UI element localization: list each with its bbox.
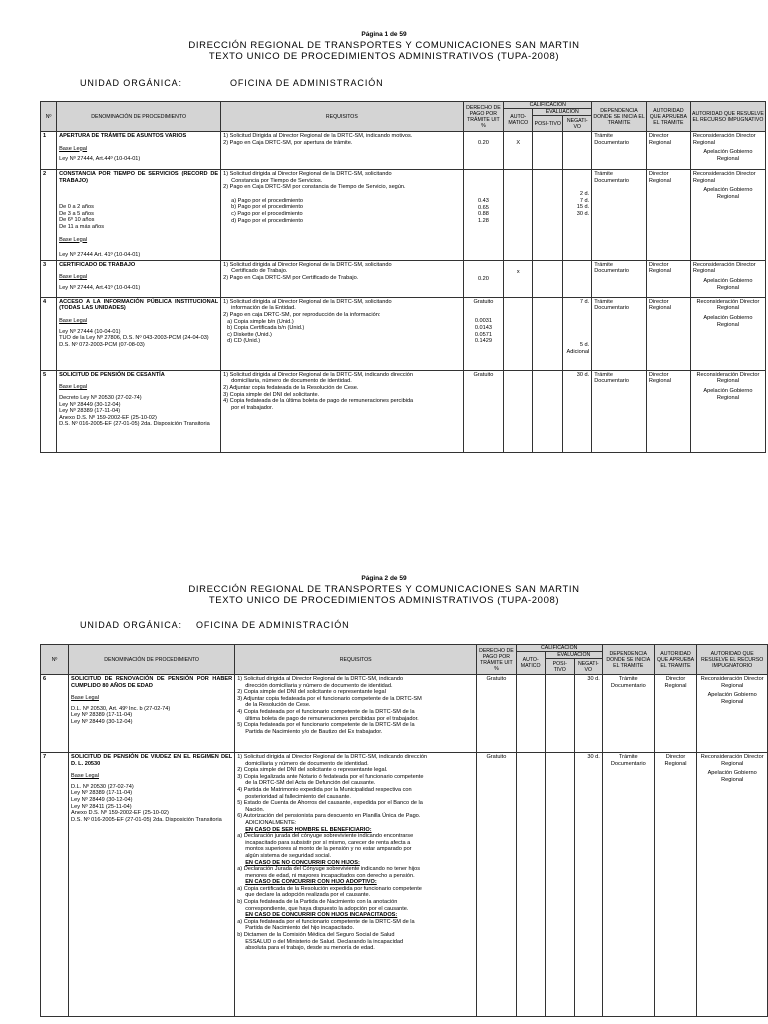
authority-cell: Director Regional <box>646 170 690 261</box>
unit-label: UNIDAD ORGÁNICA: <box>80 78 182 88</box>
col-negativo-header: NEGATI-VO <box>563 116 592 132</box>
authority-cell: Director Regional <box>646 260 690 297</box>
requirement: a) Pago por el procedimiento <box>231 197 303 204</box>
subsection-text: absoluta para el trabajo, desde su menoría de edad. <box>245 945 375 952</box>
col-positivo-header: POSI-TIVO <box>545 659 574 675</box>
col-derecho-header: DERECHO DE PAGO POR TRÁMITE UIT % <box>477 645 516 675</box>
subsection-text: montos superiores al monto de la pensión y no estar amparado por <box>245 846 412 853</box>
procedure-title: APERTURA DE TRÁMITE DE ASUNTOS VARIOS <box>59 133 187 139</box>
col-denominacion-header: DENOMINACIÓN DE PROCEDIMIENTO <box>57 102 221 132</box>
page-number: Página 1 de 59 <box>361 31 407 38</box>
negative-cell <box>563 260 592 297</box>
row-number: 1 <box>41 132 57 170</box>
requirement: ADICIONALMENTE: <box>245 819 297 826</box>
fee-cell <box>463 132 504 170</box>
procedure-cell <box>69 753 235 1017</box>
requirement: b) Copia Certificada b/n (Unid.) <box>227 325 305 332</box>
fee-cell <box>463 170 504 261</box>
requirement: 1) Solicitud Dirigida al Director Regional de la DRTC-SM, indicando motivos. <box>223 133 413 139</box>
fee-value: 0.0571 <box>474 331 492 338</box>
base-legal-label: Base Legal <box>59 236 88 243</box>
document-title: DIRECCIÓN REGIONAL DE TRANSPORTES Y COMUNICACIONES SAN MARTIN <box>188 584 580 595</box>
requirement: a) Copia simple b/n (Unid.) <box>227 318 294 325</box>
base-legal-label: Base Legal <box>59 317 88 324</box>
requirement: 4) Copia fedateada por el funcionario competente de la DRTC-SM de la <box>237 708 415 715</box>
appeal-cell <box>697 753 768 1017</box>
requirements-cell <box>235 675 477 753</box>
fee-cell <box>463 260 504 297</box>
subsection-text: b) Copia fedateada de la Partida de Nacimiento con la anotación <box>237 899 398 906</box>
requirement: 3) Copia legalizada ante Notario ó fedateada por el funcionario competente <box>237 773 424 780</box>
row-number: 2 <box>41 170 57 261</box>
col-automatico-header: AUTO-MATICO <box>504 109 533 132</box>
appeal-apelacion: Apelación Gobierno Regional <box>707 770 757 783</box>
fee-cell: Gratuito <box>463 370 504 452</box>
requirement: c) Diskette (Unid.) <box>227 331 272 338</box>
legal-ref: Ley Nº 28389 (17-11-04) <box>59 408 121 415</box>
requirement: 1) Solicitud dirigida al Director Regional de la DRTC-SM, indicando dirección <box>237 754 428 760</box>
range-item: De 11 a más años <box>59 223 105 230</box>
col-denominacion-header: DENOMINACIÓN DE PROCEDIMIENTO <box>69 645 235 675</box>
dependency-cell: Trámite Documentario <box>602 675 654 753</box>
negative-cell: 30 d. <box>563 370 592 452</box>
authority-cell: Director Regional <box>654 675 697 753</box>
col-derecho-header: DERECHO DE PAGO POR TRÁMITE UIT % <box>463 102 504 132</box>
authority-cell: Director Regional <box>646 370 690 452</box>
requirement: Nación. <box>245 806 265 813</box>
term-days: Adicional <box>566 348 590 355</box>
base-legal-label: Base Legal <box>59 384 88 391</box>
appeal-cell <box>690 260 765 297</box>
unit-label: UNIDAD ORGÁNICA: <box>80 620 182 630</box>
negative-cell: 30 d. <box>574 675 602 753</box>
authority-cell: Director Regional <box>654 753 697 1017</box>
requirement: 2) Pago en Caja DRTC-SM, por apertura de trámite. <box>223 139 353 146</box>
legal-ref: D.S. Nº 016-2005-EF (27-01-05) 2da. Disposición Transitoria <box>59 421 210 428</box>
page-number: Página 2 de 59 <box>361 575 407 582</box>
automatic-cell <box>516 675 545 753</box>
requirement: 2) Copia simple del DNI del solicitante o representante legal. <box>237 767 388 774</box>
automatic-cell <box>516 753 545 1017</box>
legal-ref: Anexo D.S. Nº 159-2002-EF (25-10-02) <box>71 810 169 817</box>
col-automatico-header: AUTO-MATICO <box>516 652 545 675</box>
document-subtitle: TEXTO UNICO DE PROCEDIMIENTOS ADMINISTRATIVOS (TUPA-2008) <box>208 51 560 62</box>
legal-ref: Ley Nº 28389 (17-11-04) <box>71 790 133 797</box>
col-impugnativo-header: AUTORIDAD QUE RESUELVE EL RECURSO IMPUGNATIVO <box>690 102 765 132</box>
requirement: 1) Solicitud dirigida al Director Regional de la DRTC-SM, indicando dirección <box>223 371 414 378</box>
requirement: última boleta de pago de remuneraciones percibidas por el trabajador. <box>245 715 419 722</box>
procedure-title: SOLICITUD DE RENOVACIÓN DE PENSIÓN POR HABER CUMPLIDO 80 AÑOS DE EDAD <box>71 676 233 689</box>
dependency-cell: Trámite Documentario <box>592 297 647 370</box>
subsection-text: b) Dictamen de la Comisión Médica del Seguro Social de Salud <box>237 932 395 939</box>
authority-cell: Director Regional <box>646 297 690 370</box>
col-calificacion-header: CALIFICACION <box>516 645 602 652</box>
base-legal-label: Base Legal <box>59 145 88 152</box>
appeal-cell <box>697 675 768 753</box>
appeal-reconsideration: Reconsideración Director Regional <box>700 754 764 767</box>
procedures-table <box>40 644 768 1017</box>
col-evaluacion-header: EVALUACION <box>533 109 592 116</box>
appeal-apelacion: Apelación Gobierno Regional <box>703 187 753 200</box>
legal-ref: Ley Nº 27444, Art.41º (10-04-01) <box>59 284 141 291</box>
base-legal-label: Base Legal <box>71 773 100 780</box>
dependency-cell: Trámite Documentario <box>592 132 647 170</box>
subsection-text: a) Declaración Jurada del Cónyuge sobreviviente indicando no tener hijos <box>237 866 421 873</box>
fee-value: 1.28 <box>477 217 489 224</box>
procedure-title: SOLICITUD DE PENSIÓN DE VIUDEZ EN EL REGIMEN DEL D. L. 20530 <box>71 754 233 767</box>
term-days: 2 d. <box>579 191 590 197</box>
term-days: 7 d. <box>579 298 590 305</box>
fee-value: 0.0031 <box>474 318 492 325</box>
procedure-title: CERTIFICADO DE TRABAJO <box>59 261 136 268</box>
negative-cell <box>563 170 592 261</box>
requirement: 4) Partida de Matrimonio expedida por la Municipalidad respectiva con <box>237 786 412 793</box>
requirements-cell <box>221 260 463 297</box>
col-impugnativo-header: AUTORIDAD QUE RESUELVE EL RECURSO IMPUGNATORIO <box>697 645 768 675</box>
requirement: 3) Adjuntar copia fedateada por el funcionario competente de la DRTC-SM <box>237 695 422 702</box>
appeal-reconsideration: Reconsideración Director Regional <box>692 133 756 146</box>
subsection-text: a) Declaración jurada del cónyuge sobreviviente indicando encontrarse <box>237 833 414 840</box>
legal-ref: Ley Nº 28449 (30-12-04) <box>71 796 133 803</box>
automatic-cell <box>504 297 533 370</box>
term-days: 15 d. <box>576 204 590 211</box>
subsection-heading: EN CASO DE CONCURRIR CON HIJOS INCAPACITADOS: <box>245 912 398 919</box>
col-dependencia-header: DEPENDENCIA DONDE SE INICIA EL TRAMITE <box>592 102 647 132</box>
unit-value: OFICINA DE ADMINISTRACIÓN <box>196 620 350 630</box>
legal-ref: D.S. Nº 072-2003-PCM (07-08-03) <box>59 341 145 348</box>
legal-ref: Ley Nº 27444 Art. 41º (10-04-01) <box>59 252 141 259</box>
appeal-apelacion: Apelación Gobierno Regional <box>703 277 753 291</box>
row-number: 5 <box>41 370 57 452</box>
appeal-reconsideration: Reconsideración Director Regional <box>700 676 764 689</box>
base-legal-label: Base Legal <box>59 274 88 281</box>
appeal-cell <box>690 297 765 370</box>
requirements-cell <box>221 297 463 370</box>
subsection-text: incapacitado para subsistir por sí mismo, carecer de renta afecta a <box>245 839 411 846</box>
procedure-cell <box>69 675 235 753</box>
fee-cell: Gratuito <box>477 753 516 1017</box>
procedure-title: CONSTANCIA POR TIEMPO DE SERVICIOS (RECORD DE TRABAJO) <box>59 171 219 184</box>
appeal-reconsideration: Reconsideración Director Regional <box>692 171 756 184</box>
automatic-mark: x <box>516 268 520 275</box>
subsection-text: que declare la adopción realizada por el causante. <box>245 892 371 899</box>
requirement: posterioridad al fallecimiento del causante. <box>245 793 351 800</box>
requirement: información de la Entidad. <box>231 305 296 312</box>
requirement: d) Pago por el procedimiento <box>231 217 303 224</box>
fee-value: 0.0143 <box>474 324 492 331</box>
subsection-text: correspondiente, que haya dispuesto la adopción por el causante. <box>245 905 409 912</box>
table-row <box>41 297 766 370</box>
appeal-apelacion: Apelación Gobierno Regional <box>703 387 753 401</box>
requirement: 5) Estado de Cuenta de Ahorros del causante, expedida por el Banco de la <box>237 800 423 807</box>
subsection-heading: EN CASO DE SER HOMBRE EL BENEFICIARIO: <box>245 826 372 833</box>
col-negativo-header: NEGATI-VO <box>574 659 602 675</box>
requirement: 1) Solicitud dirigida al Director Regional de la DRTC-SM, indicando <box>237 676 404 682</box>
col-dependencia-header: DEPENDENCIA DONDE SE INICIA EL TRAMITE <box>602 645 654 675</box>
requirements-cell <box>235 753 477 1017</box>
legal-ref: Ley Nº 27444, Art.44º (10-04-01) <box>59 156 141 163</box>
positive-cell <box>533 370 563 452</box>
col-autoridad-header: AUTORIDAD QUE APRUEBA EL TRAMITE <box>646 102 690 132</box>
requirement: Partida de Nacimiento y/o de Bautizo del Ex trabajador. <box>245 728 383 735</box>
base-legal-label: Base Legal <box>71 695 100 702</box>
negative-cell <box>563 297 592 370</box>
fee-value: 0.20 <box>477 275 489 282</box>
appeal-cell <box>690 132 765 170</box>
fee-free: Gratuito <box>473 298 494 305</box>
legal-ref: Ley Nº 28411 (25-11-04) <box>71 803 132 810</box>
procedure-cell <box>57 260 221 297</box>
positive-cell <box>533 132 563 170</box>
positive-cell <box>533 170 563 261</box>
legal-ref: Ley Nº 28449 (30-12-04) <box>59 401 121 408</box>
requirement: domiciliaria y número de documento de identidad. <box>245 760 369 767</box>
negative-cell: 30 d. <box>574 753 602 1017</box>
automatic-cell <box>504 260 533 297</box>
requirement: 2) Pago en Caja DRTC-SM por constancia de Tiempo de Servicio, según. <box>223 184 406 191</box>
legal-ref: Decreto Ley Nº 20530 (27-02-74) <box>59 394 142 401</box>
col-num-header: Nº <box>41 102 57 132</box>
range-item: De 3 a 5 años <box>59 210 94 217</box>
positive-cell <box>533 297 563 370</box>
subsection-text: a) Copia certificada de la Resolución expedida por funcionario competente <box>237 885 422 892</box>
requirement: d) CD (Unid.) <box>227 338 261 345</box>
col-num-header: Nº <box>41 645 69 675</box>
negative-cell <box>563 132 592 170</box>
range-item: De 6º 10 años <box>59 217 95 224</box>
subsection-text: menores de edad, ni mayores incapacitados con derecho a pensión. <box>245 872 415 879</box>
positive-cell <box>533 260 563 297</box>
fee-value: 0.43 <box>477 198 489 204</box>
requirement: 2) Pago en caja DRTC-SM, por reproducción de la información: <box>223 311 381 318</box>
requirement: 5) Copia fedateada por el funcionario competente de la DRTC-SM de la <box>237 722 415 729</box>
requirement: 6) Autorización del pensionista para descuento en Planilla Única de Pago. <box>237 813 421 820</box>
row-number: 3 <box>41 260 57 297</box>
subsection-heading: EN CASO DE NO CONCURRIR CON HIJOS: <box>245 859 360 866</box>
fee-value: 0.65 <box>477 204 489 211</box>
row-number: 7 <box>41 753 69 1017</box>
procedure-cell <box>57 370 221 452</box>
appeal-reconsideration: Reconsideración Director Regional <box>696 298 760 312</box>
requirement: de la Resolución de Cese. <box>245 702 311 709</box>
document-title: DIRECCIÓN REGIONAL DE TRANSPORTES Y COMUNICACIONES SAN MARTIN <box>188 40 580 51</box>
legal-ref: D.L. Nº 20530 (27-02-74) <box>71 783 134 790</box>
table-row <box>41 132 766 170</box>
subsection-text: a) Copia fedateada por el funcionario competente de la DRTC-SM de la <box>237 918 415 925</box>
requirement: 1) Solicitud dirigida al Director Regional de la DRTC-SM, solicitando <box>223 298 392 305</box>
requirements-cell <box>221 170 463 261</box>
range-item: De 0 a 2 años <box>59 204 94 211</box>
procedure-title: ACCESO A LA INFORMACIÓN PÚBLICA INSTITUCIONAL (TODAS LAS UNIDADES) <box>59 298 219 312</box>
term-days: 5 d. <box>579 342 590 349</box>
legal-ref: D.S. Nº 016-2005-EF (27-01-05) 2da. Disposición Transitoria <box>71 816 222 823</box>
document-subtitle: TEXTO UNICO DE PROCEDIMIENTOS ADMINISTRATIVOS (TUPA-2008) <box>208 595 560 606</box>
requirement: c) Pago por el procedimiento <box>231 210 303 217</box>
requirement: 2) Pago en Caja DRTC-SM por Certificado de Trabajo. <box>223 274 359 281</box>
requirement: 3) Copia simple del DNI del solicitante. <box>223 391 320 398</box>
procedure-cell <box>57 132 221 170</box>
table-row <box>41 260 766 297</box>
requirement: por el trabajador. <box>231 404 274 411</box>
procedures-table <box>40 101 766 453</box>
col-autoridad-header: AUTORIDAD QUE APRUEBA EL TRAMITE <box>654 645 697 675</box>
automatic-cell <box>504 170 533 261</box>
legal-ref: TUO de la Ley Nº 27806, D.S. Nº 043-2003-PCM (24-04-03) <box>59 335 209 342</box>
legal-ref: D.L. Nº 20530, Art. 49º Inc. b (27-02-74) <box>71 705 171 712</box>
term-days: 7 d. <box>579 197 590 204</box>
requirements-cell <box>221 370 463 452</box>
col-evaluacion-header: EVALUACION <box>545 652 602 659</box>
term-days: 30 d. <box>576 210 590 217</box>
dependency-cell: Trámite Documentario <box>592 370 647 452</box>
unit-value: OFICINA DE ADMINISTRACIÓN <box>230 78 384 88</box>
procedure-title: SOLICITUD DE PENSIÓN DE CESANTÍA <box>59 371 165 378</box>
requirement: Constancia por Tiempo de Servicios. <box>231 177 323 184</box>
dependency-cell: Trámite Documentario <box>592 260 647 297</box>
fee-cell: Gratuito <box>477 675 516 753</box>
requirement: 4) Copia fedateada de la última boleta de pago de remuneraciones percibida <box>223 398 414 405</box>
fee-value: 0.20 <box>477 140 489 146</box>
requirement: domiciliaria, número de documento de identidad. <box>231 378 352 385</box>
row-number: 6 <box>41 675 69 753</box>
col-requisitos-header: REQUISITOS <box>235 645 477 675</box>
fee-cell <box>463 297 504 370</box>
automatic-cell <box>504 370 533 452</box>
appeal-cell <box>690 170 765 261</box>
appeal-apelacion: Apelación Gobierno Regional <box>703 149 753 162</box>
requirement: Certificado de Trabajo. <box>231 268 288 275</box>
requirement: dirección domiciliaria y número de documento de identidad. <box>245 682 393 689</box>
dependency-cell: Trámite Documentario <box>592 170 647 261</box>
table-row <box>41 370 766 452</box>
subsection-text: Partida de Nacimiento del hijo incapacitado. <box>245 925 355 932</box>
authority-cell: Director Regional <box>646 132 690 170</box>
procedure-cell <box>57 297 221 370</box>
requirements-cell <box>221 132 463 170</box>
appeal-apelacion: Apelación Gobierno Regional <box>707 692 757 705</box>
row-number: 4 <box>41 297 57 370</box>
automatic-cell <box>504 132 533 170</box>
col-positivo-header: POSI-TIVO <box>533 116 563 132</box>
subsection-heading: EN CASO DE CONCURRIR CON HIJO ADOPTIVO: <box>245 879 377 886</box>
col-requisitos-header: REQUISITOS <box>221 102 463 132</box>
requirement: de la DRTC-SM del Acta de Defunción del causante. <box>245 780 376 787</box>
table-row <box>41 675 768 753</box>
fee-value: 0.88 <box>477 211 489 218</box>
requirement: 2) Copia simple del DNI del solicitante o representante legal <box>237 689 386 696</box>
legal-ref: Ley Nº 28389 (17-11-04) <box>71 712 133 719</box>
appeal-cell <box>690 370 765 452</box>
fee-value: 0.1429 <box>474 338 492 345</box>
requirement: 1) Solicitud dirigida al Director Regional de la DRTC-SM, solicitando <box>223 171 392 177</box>
table-row <box>41 170 766 261</box>
procedure-cell <box>57 170 221 261</box>
legal-ref: Anexo D.S. Nº 159-2002-EF (25-10-02) <box>59 414 157 421</box>
appeal-reconsideration: Reconsideración Director Regional <box>696 371 760 385</box>
legal-ref: Ley Nº 28449 (30-12-04) <box>71 718 133 725</box>
subsection-text: ESSALUD o del Ministerio de Salud. Declarando la incapacidad <box>245 938 404 945</box>
dependency-cell: Trámite Documentario <box>602 753 654 1017</box>
requirement: b) Pago por el procedimiento <box>231 204 303 211</box>
legal-ref: Ley Nº 27444 (10-04-01) <box>59 328 121 335</box>
col-calificacion-header: CALIFICACION <box>504 102 592 109</box>
subsection-text: algún sistema de seguridad social. <box>245 852 332 859</box>
positive-cell <box>545 753 574 1017</box>
automatic-mark: X <box>516 140 521 146</box>
requirement: 2) Adjuntar copia fedateada de la Resolución de Cese. <box>223 384 359 391</box>
requirement: 1) Solicitud dirigida al Director Regional de la DRTC-SM, solicitando <box>223 261 392 268</box>
appeal-apelacion: Apelación Gobierno Regional <box>703 314 753 328</box>
positive-cell <box>545 675 574 753</box>
table-row <box>41 753 768 1017</box>
appeal-reconsideration: Reconsideración Director Regional <box>692 261 756 275</box>
